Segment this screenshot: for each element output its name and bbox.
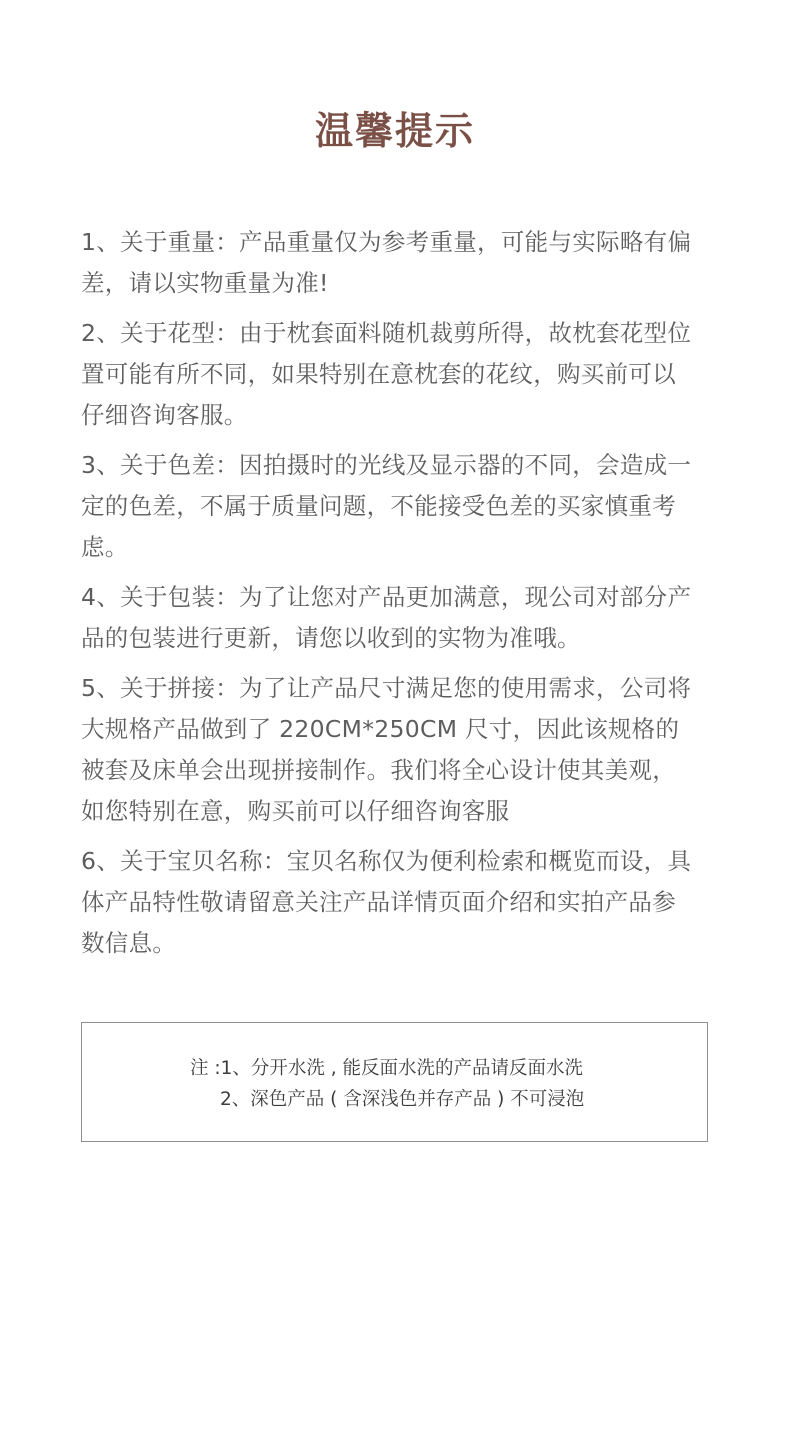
notice-list — [81, 222, 713, 973]
notice-item-product-name: 6、关于宝贝名称：宝贝名称仅为便利检索和概览而设，具 体产品特性敬请留意关注产品详情页面介绍和实拍产品参 数信息。 — [81, 847, 692, 957]
notice-item-packaging: 4、关于包装：为了让您对产品更加满意，现公司对部分产 品的包装进行更新，请您以收到的实物为准哦。 — [81, 583, 692, 652]
washing-note-line-1: 注 :1、分开水洗 , 能反面水洗的产品请反面水洗 — [190, 1058, 584, 1079]
washing-note-line-2: 2、深色产品 ( 含深浅色并存产品 ) 不可浸泡 — [220, 1089, 585, 1110]
washing-note-text — [82, 1053, 709, 1115]
notice-item-color-difference: 3、关于色差：因拍摄时的光线及显示器的不同，会造成一 定的色差，不属于质量问题，不能接受色差的买家慎重考 虑。 — [81, 451, 692, 561]
notice-item-pattern: 2、关于花型：由于枕套面料随机裁剪所得，故枕套花型位 置可能有所不同，如果特别在意枕套的花纹，购买前可以 仔细咨询客服。 — [81, 319, 692, 429]
washing-note-box — [81, 1022, 708, 1142]
notice-item-weight: 1、关于重量：产品重量仅为参考重量，可能与实际略有偏 差，请以实物重量为准! — [81, 228, 692, 297]
notice-item-splicing: 5、关于拼接：为了让产品尺寸满足您的使用需求，公司将 大规格产品做到了 220CM*250CM 尺寸，因此该规格的 被套及床单会出现拼接制作。我们将全心设计使其美观， 如您特别在意，购买前可以仔细咨询客服 — [81, 674, 692, 825]
page-title: 温馨提示 — [314, 109, 475, 153]
